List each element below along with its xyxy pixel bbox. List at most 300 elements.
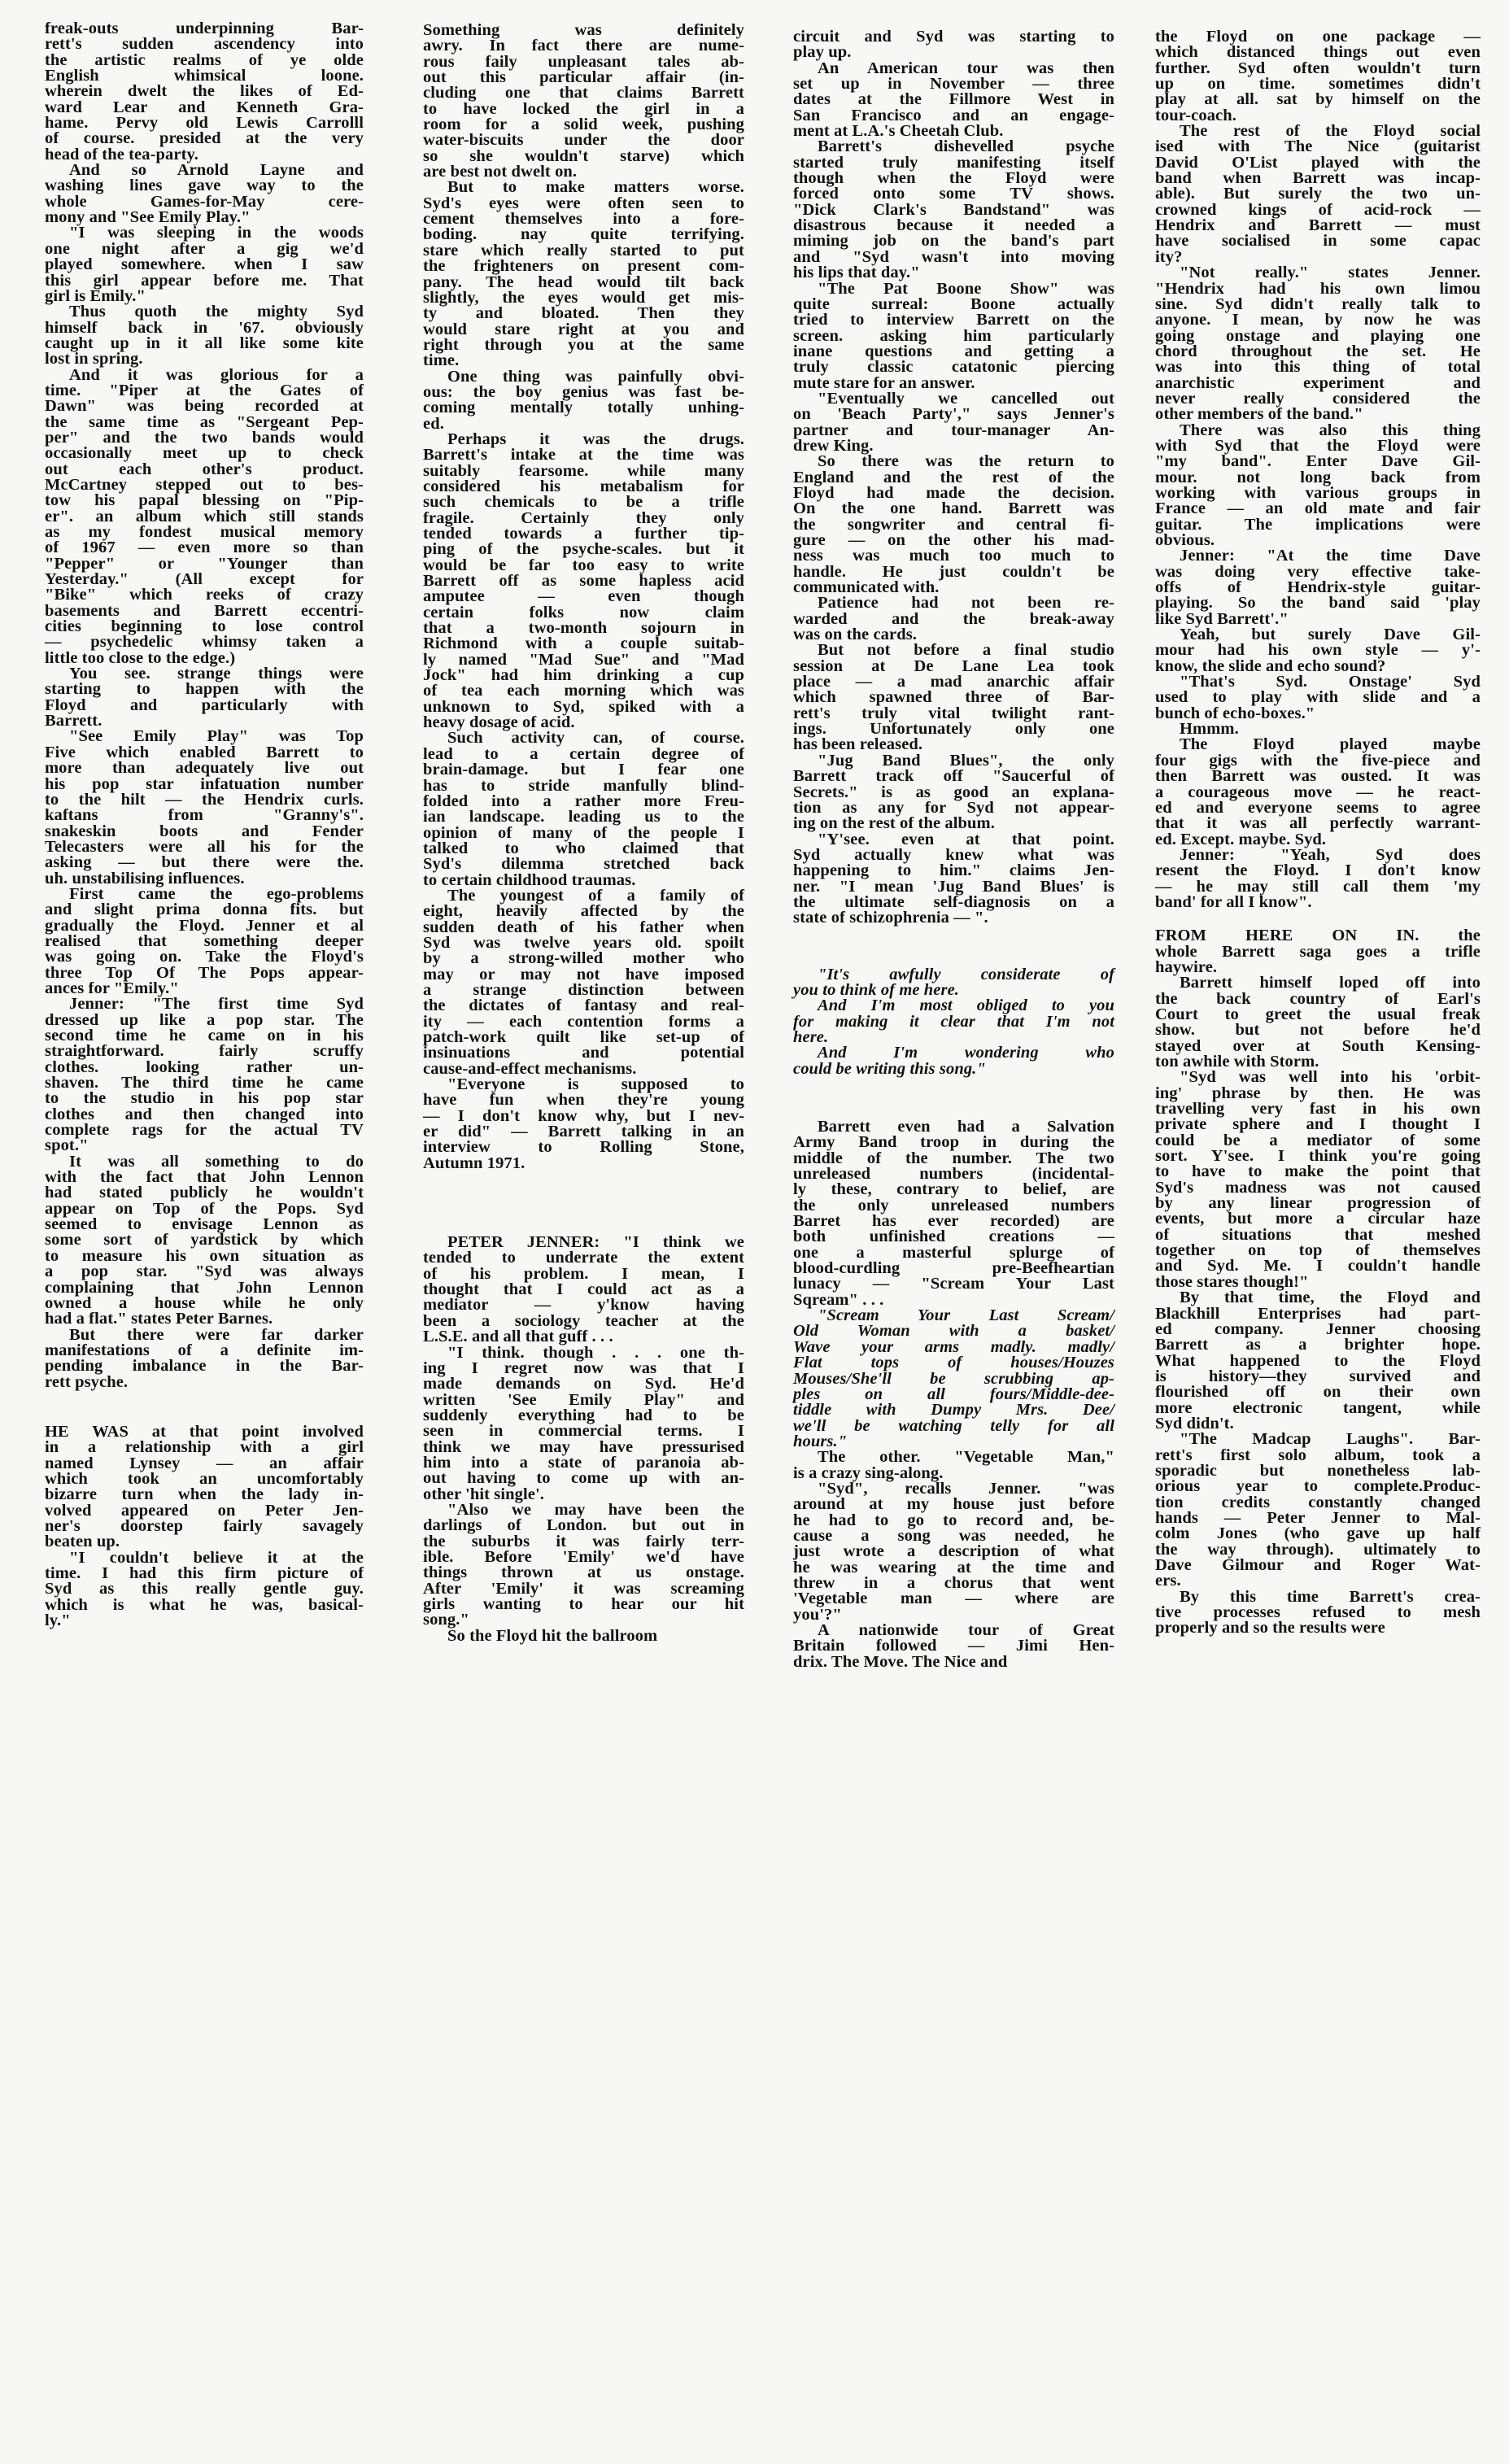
text-line: clothes. looking rather un-: [45, 1058, 364, 1076]
text-line: Syd didn't.: [1155, 1414, 1234, 1433]
text-line: "my band". Enter Dave Gil-: [1155, 452, 1481, 471]
text-line: in a relationship with a girl: [45, 1438, 364, 1457]
text-line: unreleased numbers (incidental-: [793, 1165, 1114, 1184]
text-line: Patience had not been re-: [818, 594, 1114, 613]
text-line: Syd's madness was not caused: [1155, 1178, 1481, 1197]
text-line: his lips that day.": [793, 264, 920, 282]
text-line: working with various groups in: [1155, 483, 1481, 502]
text-line: Such activity can, of course.: [447, 729, 744, 748]
text-line: more electronic tangent, while: [1155, 1398, 1481, 1417]
text-line: Wave your arms madly. madly/: [793, 1337, 1114, 1356]
text-line: ton awhile with Storm.: [1155, 1053, 1319, 1071]
text-line: complete rags for the actual TV: [45, 1121, 364, 1140]
text-line: unknown to Syd, spiked with a: [423, 697, 744, 716]
text-line: bunch of echo-boxes.": [1155, 704, 1315, 722]
text-line: Richmond with a couple suitab-: [423, 635, 744, 653]
text-line: a pop star. "Syd was always: [45, 1263, 364, 1281]
text-line: as my fondest musical memory: [45, 523, 364, 541]
text-line: "Jug Band Blues", the only: [818, 751, 1114, 770]
text-line: here.: [793, 1027, 829, 1046]
article-column-4: [1155, 29, 1481, 1637]
article-paragraph: [1155, 1587, 1481, 1638]
text-line: offs of Hendrix-style guitar-: [1155, 578, 1481, 597]
text-line: which distanced things out even: [1155, 43, 1481, 62]
text-line: quite surreal: Boone actually: [793, 294, 1114, 313]
text-line: to certain childhood traumas.: [423, 870, 636, 889]
text-line: Dawn" was being recorded at: [45, 397, 364, 416]
text-line: occasionally meet up to check: [45, 444, 364, 463]
text-line: ity?: [1155, 247, 1183, 266]
text-line: suitably fearsome. while many: [423, 461, 744, 480]
text-line: pany. The head would tilt back: [423, 273, 744, 291]
text-line: hands — Peter Jenner to Mal-: [1155, 1508, 1481, 1527]
text-line: rett's sudden ascendency into: [45, 35, 364, 54]
text-line: slightly, the eyes would get mis-: [423, 288, 744, 307]
text-line: this girl appear before me. That: [45, 271, 364, 290]
text-line: 'Vegetable man — where are: [793, 1590, 1114, 1608]
text-line: hours.": [793, 1432, 848, 1450]
text-line: handle. He just couldn't be: [793, 562, 1114, 581]
text-line: straightforward. fairly scruffy: [45, 1042, 364, 1061]
text-line: By this time Barrett's crea-: [1180, 1587, 1481, 1606]
text-line: The youngest of a family of: [447, 886, 744, 905]
article-paragraph: [1155, 674, 1481, 722]
article-paragraph: [793, 281, 1114, 391]
text-line: set up in November — three: [793, 75, 1114, 94]
article-paragraph: [1155, 29, 1481, 124]
text-line: ings. Unfortunately only one: [793, 720, 1114, 739]
text-line: that a two-month sojourn in: [423, 619, 744, 638]
text-line: travelling very fast in his own: [1155, 1100, 1481, 1119]
text-line: has to stride manfully blind-: [423, 776, 744, 795]
text-line: ward Lear and Kenneth Gra-: [45, 98, 364, 116]
text-line: "Pepper" or "Younger than: [45, 554, 364, 573]
text-line: ing on the rest of the album.: [793, 814, 995, 833]
text-line: HE WAS at that point involved: [45, 1422, 364, 1441]
text-line: amputee — even though: [423, 587, 744, 606]
text-line: "Syd was well into his 'orbit-: [1180, 1068, 1481, 1087]
article-paragraph: [1155, 737, 1481, 847]
text-line: a courageous move — he react-: [1155, 783, 1481, 801]
paragraph-spacer: [423, 1171, 744, 1235]
text-line: by a strong-willed mother who: [423, 949, 744, 968]
text-line: orious year to complete.Produc-: [1155, 1477, 1481, 1496]
text-line: lost in spring.: [45, 350, 143, 369]
text-line: ible. Before 'Emily' we'd have: [423, 1547, 744, 1566]
text-line: Barrett's dishevelled psyche: [818, 137, 1114, 156]
text-line: ous: the boy genius was fast be-: [423, 382, 744, 401]
text-line: ly.": [45, 1611, 71, 1630]
text-line: warded and the break-away: [793, 609, 1114, 628]
text-line: And I'm most obliged to you: [818, 997, 1114, 1015]
text-line: song.": [423, 1611, 469, 1629]
text-line: for making it clear that I'm not: [793, 1012, 1114, 1031]
text-line: Court to greet the usual freak: [1155, 1005, 1481, 1023]
text-line: you to think of me here.: [793, 980, 959, 999]
article-paragraph: [793, 1119, 1114, 1308]
text-line: out each other's product.: [45, 460, 364, 478]
text-line: coming mentally totally unhing-: [423, 399, 744, 417]
article-paragraph: [793, 454, 1114, 595]
text-line: kaftans from "Granny's".: [45, 806, 364, 825]
text-line: and slight prima donna fits. but: [45, 901, 364, 919]
text-line: er". an album which still stands: [45, 507, 364, 526]
text-line: the way through). ultimately to: [1155, 1540, 1481, 1559]
text-line: "I couldn't believe it at the: [69, 1548, 364, 1567]
article-column-3: [793, 29, 1114, 1670]
text-line: ian landscape. leading us to the: [423, 808, 744, 826]
text-line: him into a state of paranoia ab-: [423, 1453, 744, 1472]
text-line: tried to interview Barrett on the: [793, 311, 1114, 329]
text-line: to the hilt — the Hendrix curls.: [45, 790, 364, 809]
paragraph-spacer: [793, 927, 1114, 967]
text-line: Flat tops of houses/Houzes: [793, 1354, 1114, 1372]
text-line: though when the Floyd were: [793, 169, 1114, 188]
text-line: right through you at the same: [423, 335, 744, 354]
text-line: hame. Pervy old Lewis Carrolll: [45, 114, 364, 133]
text-line: time.: [423, 351, 460, 370]
text-line: lead to a certain degree of: [423, 744, 744, 763]
text-line: Jenner: "At the time Dave: [1180, 547, 1481, 565]
article-paragraph: [423, 23, 744, 180]
text-line: FROM HERE ON IN. the: [1155, 927, 1481, 945]
text-line: water-biscuits under the door: [423, 131, 744, 150]
text-line: had stated publicly he wouldn't: [45, 1184, 364, 1202]
text-line: dressed up like a pop star. The: [45, 1010, 364, 1029]
article-paragraph: [45, 666, 364, 729]
text-line: suddenly everything had to be: [423, 1406, 744, 1424]
text-line: asking — but there were the.: [45, 853, 364, 872]
text-line: crowned kings of acid-rock —: [1155, 200, 1481, 219]
text-line: basements and Barrett eccentri-: [45, 601, 364, 620]
text-line: mediator — y'know having: [423, 1296, 744, 1315]
text-line: brain-damage. but I fear one: [423, 761, 744, 779]
text-line: started truly manifesting itself: [793, 153, 1114, 172]
text-line: lunacy — "Scream Your Last: [793, 1275, 1114, 1293]
text-line: so she wouldn't starve) which: [423, 146, 744, 165]
article-paragraph: [793, 139, 1114, 281]
text-line: complaining that John Lennon: [45, 1278, 364, 1297]
article-paragraph: [793, 1450, 1114, 1481]
text-line: the frighteners on present com-: [423, 257, 744, 276]
text-line: ly named "Mad Sue" and "Mad: [423, 650, 744, 669]
text-line: Barrett.: [45, 712, 102, 730]
text-line: his pop star infatuation number: [45, 774, 364, 793]
text-line: the only unreleased numbers: [793, 1196, 1114, 1215]
text-line: clothes and then changed into: [45, 1105, 364, 1123]
text-line: is history—they survived and: [1155, 1367, 1481, 1385]
text-line: Thus quoth the mighty Syd: [69, 303, 364, 321]
article-paragraph: [423, 369, 744, 432]
article-paragraph: [1155, 548, 1481, 627]
text-line: "Bike" which reeks of crazy: [45, 586, 364, 604]
article-paragraph: [793, 61, 1114, 140]
text-line: the songwriter and central fi-: [793, 515, 1114, 534]
article-paragraph: [45, 365, 364, 667]
text-line: Perhaps it was the drugs.: [447, 430, 744, 448]
text-line: think we may have pressurised: [423, 1437, 744, 1456]
text-line: room for a solid week, pushing: [423, 116, 744, 134]
text-line: things thrown at us onstage.: [423, 1563, 744, 1582]
article-paragraph: [423, 1502, 744, 1629]
text-line: whole Games-for-May cere-: [45, 192, 364, 211]
text-line: he was wearing at the time and: [793, 1558, 1114, 1577]
text-line: snakeskin boots and Fender: [45, 822, 364, 840]
text-line: spot.": [45, 1136, 89, 1155]
text-line: Syd's eyes were often seen to: [423, 194, 744, 212]
text-line: Barrett as a brighter hope.: [1155, 1336, 1481, 1354]
text-line: like Syd Barrett'.": [1155, 609, 1289, 628]
article-paragraph: [45, 21, 364, 163]
text-line: So the Floyd hit the ballroom: [447, 1626, 658, 1645]
text-line: And so Arnold Layne and: [69, 161, 364, 180]
text-line: with Syd that the Floyd were: [1155, 436, 1481, 455]
text-line: pending imbalance in the Bar-: [45, 1357, 364, 1376]
text-line: able). But surely the two un-: [1155, 185, 1481, 203]
text-line: ner. "I mean 'Jug Band Blues' is: [793, 877, 1114, 896]
article-paragraph: [793, 1481, 1114, 1623]
text-line: was on the cards.: [793, 626, 918, 644]
text-line: darlings of London. but out in: [423, 1516, 744, 1535]
text-line: flourished off on their own: [1155, 1383, 1481, 1402]
text-line: made demands on Syd. He'd: [423, 1375, 744, 1393]
text-line: the back country of Earl's: [1155, 989, 1481, 1008]
text-line: "Scream Your Last Scream/: [818, 1306, 1114, 1325]
text-line: head of the tea-party.: [45, 145, 198, 164]
text-line: The other. "Vegetable Man,": [818, 1448, 1114, 1467]
text-line: play at all. sat by himself on the: [1155, 90, 1481, 109]
text-line: And it was glorious for a: [69, 365, 364, 384]
text-line: patch-work quilt like set-up of: [423, 1028, 744, 1046]
text-line: "The Madcap Laughs". Bar-: [1180, 1430, 1481, 1449]
text-line: volved appeared on Peter Jen-: [45, 1501, 364, 1520]
text-line: er did" — Barrett talking in an: [423, 1123, 744, 1141]
text-line: could be a mediator of some: [1155, 1131, 1481, 1149]
article-paragraph: [423, 1626, 744, 1645]
text-line: gradually the Floyd. Jenner et al: [45, 916, 364, 935]
text-line: By that time, the Floyd and: [1180, 1289, 1481, 1307]
text-line: An American tour was then: [818, 59, 1114, 77]
text-line: Syd's dilemma stretched back: [423, 855, 744, 874]
text-line: which is what he was, basical-: [45, 1595, 364, 1614]
article-paragraph: [1155, 975, 1481, 1070]
text-line: And I'm wondering who: [818, 1044, 1114, 1062]
text-line: then Barrett was ousted. It was: [1155, 767, 1481, 786]
text-line: of tea each morning which was: [423, 682, 744, 700]
text-line: "Hendrix had his own limou: [1155, 279, 1481, 298]
text-line: Old Woman with a basket/: [793, 1322, 1114, 1341]
text-line: First came the ego-problems: [69, 884, 364, 903]
text-line: ples on all fours/Middle-dee-: [793, 1385, 1114, 1403]
text-line: a strange distinction between: [423, 980, 744, 999]
text-line: sudden death of his father when: [423, 918, 744, 936]
text-line: named Lynsey — an affair: [45, 1454, 364, 1472]
text-line: rett's first solo album, took a: [1155, 1446, 1481, 1464]
text-line: Blackhill Enterprises had part-: [1155, 1304, 1481, 1323]
text-line: seen in commercial terms. I: [423, 1422, 744, 1441]
text-line: tended towards a further tip-: [423, 525, 744, 543]
text-line: "Not really." states Jenner.: [1180, 264, 1481, 282]
article-paragraph: [1155, 265, 1481, 422]
text-line: So there was the return to: [818, 452, 1114, 471]
text-line: miming job on the band's part: [793, 232, 1114, 251]
text-line: which took an uncomfortably: [45, 1469, 364, 1488]
text-line: "Eventually we cancelled out: [818, 389, 1114, 408]
text-line: The Floyd played maybe: [1180, 735, 1481, 754]
text-line: Jenner: "Yeah, Syd does: [1180, 845, 1481, 864]
text-line: may or may not have imposed: [423, 965, 744, 983]
text-line: ised with The Nice (guitarist: [1155, 137, 1481, 156]
text-line: of 1967 — even more so than: [45, 539, 364, 557]
text-line: Barrett track off "Saucerful of: [793, 767, 1114, 786]
text-line: disastrous because it needed a: [793, 216, 1114, 235]
text-line: ers.: [1155, 1572, 1181, 1590]
article-column-1: [45, 21, 364, 1629]
text-line: considered his metabalism for: [423, 477, 744, 495]
text-line: wherein dwelt the likes of Ed-: [45, 82, 364, 101]
article-paragraph: [1155, 1432, 1481, 1589]
text-line: middle of the number. The two: [793, 1149, 1114, 1167]
text-line: It was all something to do: [69, 1152, 364, 1171]
text-line: the dictates of fantasy and real-: [423, 997, 744, 1015]
text-line: together on top of themselves: [1155, 1241, 1481, 1260]
text-line: Britain followed — Jimi Hen-: [793, 1637, 1114, 1655]
text-line: guitar. The implications were: [1155, 515, 1481, 534]
text-line: Barrett's intake at the time was: [423, 446, 744, 464]
text-line: realised that something deeper: [45, 931, 364, 950]
text-line: more than adequately live out: [45, 759, 364, 778]
article-paragraph: [45, 1325, 364, 1391]
text-line: PETER JENNER: "I think we: [447, 1233, 744, 1252]
text-line: insinuations and potential: [423, 1044, 744, 1062]
text-line: starting to happen with the: [45, 680, 364, 699]
text-line: "I was sleeping in the woods: [69, 224, 364, 242]
text-line: cause a song was needed, he: [793, 1526, 1114, 1545]
text-line: one a masterful splurge of: [793, 1243, 1114, 1262]
text-line: of his problem. I mean, I: [423, 1264, 744, 1283]
text-line: and Syd. Me. I couldn't handle: [1155, 1257, 1481, 1276]
text-line: session at De Lane Lea took: [793, 656, 1114, 675]
text-line: Barret has ever recorded) are: [793, 1212, 1114, 1231]
text-line: gure — on the other his mad-: [793, 531, 1114, 549]
text-line: Telecasters were all his for the: [45, 837, 364, 856]
text-line: "Syd", recalls Jenner. "was: [818, 1479, 1114, 1498]
text-line: washing lines gave way to the: [45, 177, 364, 195]
text-line: ed. Except. maybe. Syd.: [1155, 830, 1327, 848]
text-line: by any linear progression of: [1155, 1194, 1481, 1213]
text-line: threw in a chorus that went: [793, 1573, 1114, 1592]
text-line: show. but not before he'd: [1155, 1021, 1481, 1040]
text-line: circuit and Syd was starting to: [793, 28, 1114, 46]
text-line: communicated with.: [793, 578, 940, 597]
text-line: was going on. Take the Floyd's: [45, 948, 364, 966]
text-line: to have locked the girl in a: [423, 99, 744, 118]
text-line: band' for all I know".: [1155, 892, 1312, 911]
text-line: second time he came on in his: [45, 1027, 364, 1044]
text-line: the Floyd on one package —: [1155, 28, 1481, 46]
text-line: cause-and-effect mechanisms.: [423, 1059, 637, 1078]
text-line: on 'Beach Party'," says Jenner's: [793, 405, 1114, 424]
text-line: On the one hand. Barrett was: [793, 499, 1114, 518]
text-line: properly and so the results were: [1155, 1619, 1385, 1638]
text-line: happening to him." claims Jen-: [793, 861, 1114, 880]
article-paragraph: [1155, 845, 1481, 911]
text-line: he had to go to record and, be-: [793, 1511, 1114, 1529]
article-paragraph: [423, 432, 744, 731]
text-line: has been released.: [793, 735, 923, 754]
text-line: You see. strange things were: [69, 665, 364, 683]
text-line: of course. presided at the very: [45, 129, 364, 148]
text-line: played somewhere. when I saw: [45, 255, 364, 274]
text-line: Syd as this really gentle guy.: [45, 1580, 364, 1598]
text-line: seemed to envisage Lennon as: [45, 1215, 364, 1234]
text-line: England and the rest of the: [793, 468, 1114, 486]
text-line: Floyd and particularly with: [45, 696, 364, 714]
text-line: state of schizophrenia — ".: [793, 909, 988, 927]
text-line: The rest of the Floyd social: [1180, 122, 1481, 141]
article-column-2: [423, 23, 744, 1644]
text-line: ment at L.A.'s Cheetah Club.: [793, 122, 1004, 141]
text-line: was doing very effective take-: [1155, 562, 1481, 581]
article-paragraph: [793, 967, 1114, 999]
text-line: would stare right at you and: [423, 320, 744, 338]
text-line: written 'See Emily Play" and: [423, 1390, 744, 1409]
text-line: drix. The Move. The Nice and: [793, 1652, 1008, 1671]
article-paragraph: [423, 1077, 744, 1171]
text-line: one night after a gig we'd: [45, 239, 364, 258]
text-line: was into this thing of total: [1155, 358, 1481, 377]
text-line: sort. Y'see. I think you're going: [1155, 1147, 1481, 1166]
text-line: chord throughout the set. He: [1155, 342, 1481, 360]
text-line: — I don't know why, but I nev-: [423, 1106, 744, 1125]
text-line: uh. unstabilising influences.: [45, 869, 245, 887]
text-line: himself back in '67. obviously: [45, 318, 364, 337]
text-line: we'll be watching telly for all: [793, 1416, 1114, 1435]
text-line: have fun when they're young: [423, 1091, 744, 1110]
text-line: "That's Syd. Onstage' Syd: [1180, 673, 1481, 691]
text-line: "Dick Clark's Bandstand" was: [793, 200, 1114, 219]
text-line: the suburbs it was fairly terr-: [423, 1532, 744, 1550]
text-line: and "Syd wasn't into moving: [793, 247, 1114, 266]
text-line: Yeah, but surely Dave Gil-: [1180, 626, 1481, 644]
text-line: David O'List played with the: [1155, 153, 1481, 172]
text-line: the same time as "Sergeant Pep-: [45, 412, 364, 431]
text-line: you'?": [793, 1605, 842, 1624]
text-line: going onstage and playing one: [1155, 326, 1481, 345]
text-line: girl is Emily.": [45, 286, 146, 305]
text-line: been a sociology teacher at the: [423, 1311, 744, 1330]
text-line: fragile. Certainly they only: [423, 508, 744, 527]
paragraph-spacer: [1155, 910, 1481, 928]
text-line: One thing was painfully obvi-: [447, 367, 744, 386]
text-line: ner's doorstep fairly savagely: [45, 1516, 364, 1535]
text-line: which spawned three of Bar-: [793, 688, 1114, 707]
text-line: ed company. Jenner choosing: [1155, 1319, 1481, 1338]
text-line: haywire.: [1155, 957, 1218, 976]
text-line: out having to come up with an-: [423, 1469, 744, 1488]
text-line: interview to Rolling Stone,: [423, 1138, 744, 1157]
text-line: anarchistic experiment and: [1155, 373, 1481, 392]
text-line: opinion of many of the people I: [423, 823, 744, 842]
text-line: thought that I could act as a: [423, 1280, 744, 1299]
text-line: colm Jones (who gave up half: [1155, 1524, 1481, 1543]
article-paragraph: [45, 225, 364, 304]
text-line: After 'Emily' it was screaming: [423, 1579, 744, 1598]
text-line: Five which enabled Barrett to: [45, 743, 364, 761]
text-line: obvious.: [1155, 531, 1215, 549]
text-line: — psychedelic whimsy taken a: [45, 633, 364, 652]
paragraph-spacer: [793, 1077, 1114, 1119]
